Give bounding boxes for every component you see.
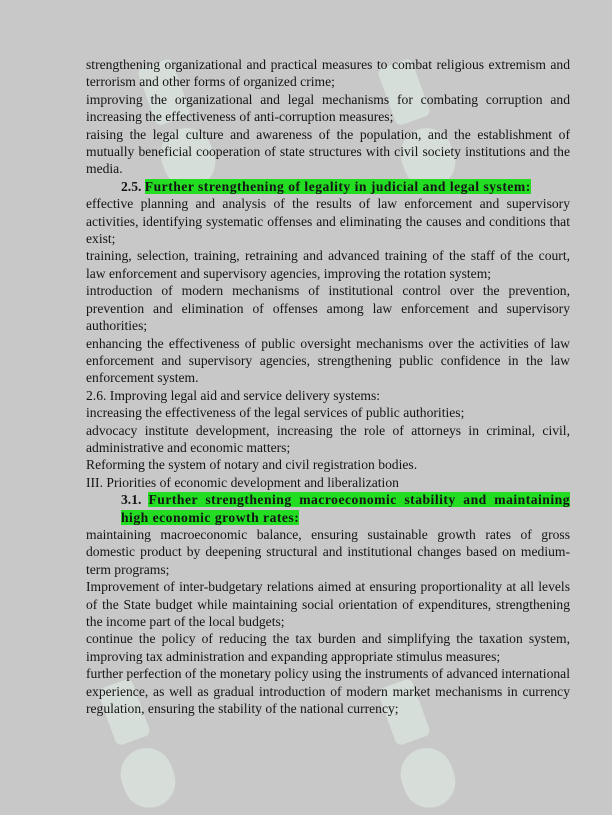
paragraph: introduction of modern mechanisms of institutional control over the prevention, prevention and elimination of offenses among law enforcement and supervisory authorities; <box>86 283 570 334</box>
paragraph: strengthening organizational and practical measures to combat religious extremism and terrorism and other forms of organized crime; <box>86 57 570 90</box>
paragraph: increasing the effectiveness of the legal services of public authorities; <box>86 405 465 421</box>
paragraph: continue the policy of reducing the tax burden and simplifying the taxation system, improving tax administration and expanding appropriate stimulus measures; <box>86 631 570 664</box>
section-number: 2.5. <box>121 178 142 194</box>
highlighted-heading: Further strengthening macroeconomic stability and maintaining high economic growth rates: <box>121 492 571 525</box>
paragraph: improving the organizational and legal mechanisms for combating corruption and increasing the effectiveness of anti-corruption measures; <box>86 91 570 125</box>
paragraph: further perfection of the monetary policy using the instruments of advanced international experience, as well as gradual introduction of modern market mechanisms in currency regulation, ensuring the stability of the national currency; <box>86 666 570 717</box>
paragraph: effective planning and analysis of the results of law enforcement and supervisory activities, identifying systematic offenses and eliminating the causes and conditions that exist; <box>86 196 570 247</box>
paragraph: 2.6. Improving legal aid and service delivery systems: <box>86 387 381 403</box>
paragraph: Improvement of inter-budgetary relations aimed at ensuring proportionality at all levels of the State budget while maintaining social orientation of expenditures, strengthening the income part of the local budgets; <box>86 579 570 629</box>
paragraph: maintaining macroeconomic balance, ensuring sustainable growth rates of gross domestic product by deepening structural and institutional changes based on medium-term programs; <box>86 526 570 577</box>
section-heading <box>86 491 570 526</box>
paragraph: raising the legal culture and awareness of the population, and the establishment of mutually beneficial cooperation of state structures with civil society institutions and the media. <box>86 126 570 177</box>
document-page <box>86 56 570 717</box>
paragraph: III. Priorities of economic development and liberalization <box>86 474 399 490</box>
section-heading <box>86 178 570 195</box>
paragraph: training, selection, training, retraining and advanced training of the staff of the court, law enforcement and supervisory agencies, improving the rotation system; <box>86 248 570 281</box>
paragraph: Reforming the system of notary and civil registration bodies. <box>86 457 418 473</box>
section-number: 3.1. <box>121 492 142 508</box>
paragraph: advocacy institute development, increasing the role of attorneys in criminal, civil, administrative and economic matters; <box>86 422 570 455</box>
paragraph: enhancing the effectiveness of public oversight mechanisms over the activities of law enforcement and supervisory agencies, strengthening public confidence in the law enforcement system. <box>86 335 570 386</box>
highlighted-heading: Further strengthening of legality in judicial and legal system: <box>144 178 531 194</box>
